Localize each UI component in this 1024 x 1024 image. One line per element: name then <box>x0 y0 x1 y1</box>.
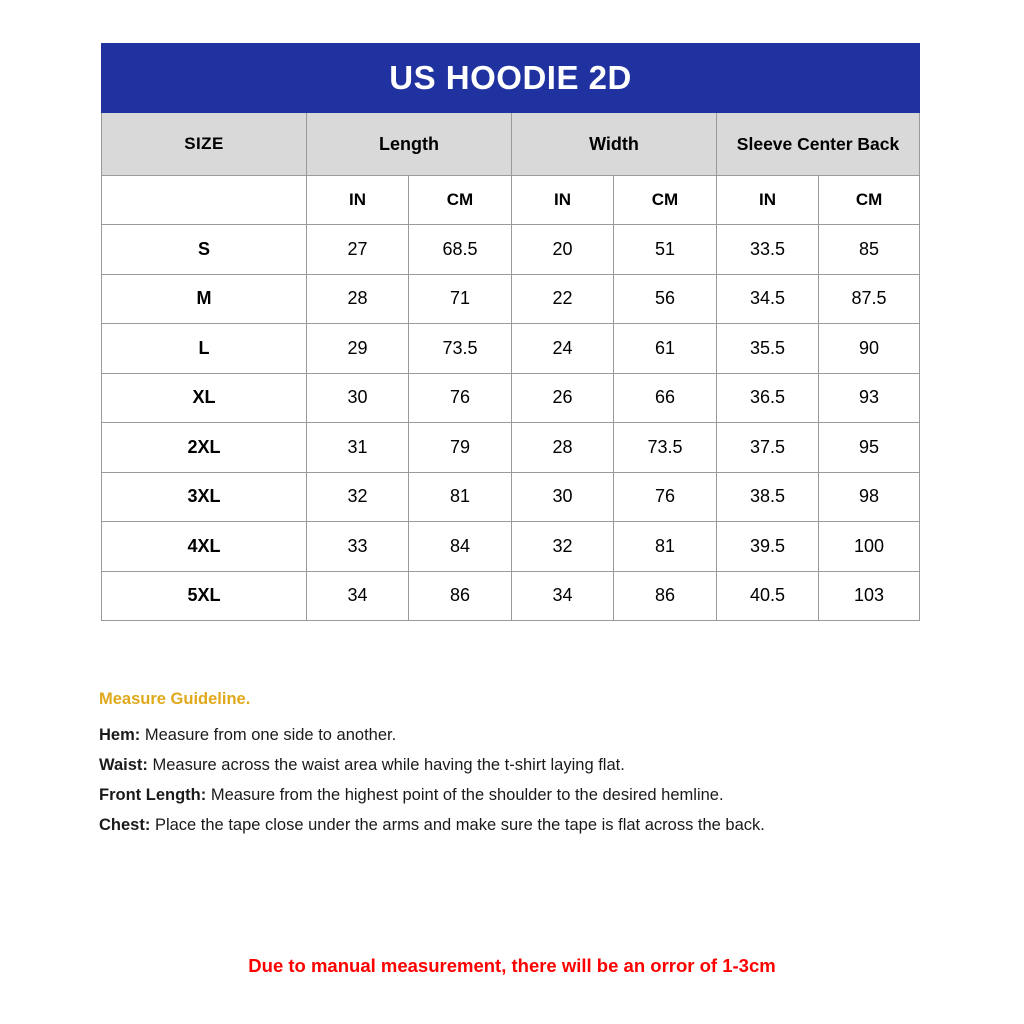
cell-sleeve-cm: 90 <box>819 324 920 374</box>
cell-length-cm: 79 <box>409 423 512 473</box>
header-size: SIZE <box>102 113 307 176</box>
cell-length-in: 27 <box>307 225 409 275</box>
cell-width-in: 32 <box>512 522 614 572</box>
guideline-label-waist: Waist <box>99 756 143 774</box>
row-size-label: M <box>102 274 307 324</box>
guideline-text-chest: Place the tape close under the arms and make sure the tape is flat across the back. <box>154 816 765 834</box>
table-row <box>102 423 920 473</box>
guideline-label-hem: Hem <box>99 726 135 744</box>
cell-sleeve-in: 38.5 <box>717 472 819 522</box>
guideline-item-waist <box>99 750 979 780</box>
measurement-disclaimer: Due to manual measurement, there will be an orror of 1-3cm <box>248 955 776 976</box>
cell-length-cm: 81 <box>409 472 512 522</box>
cell-length-cm: 84 <box>409 522 512 572</box>
cell-sleeve-cm: 85 <box>819 225 920 275</box>
guideline-sep-waist: : <box>142 756 153 774</box>
cell-length-in: 33 <box>307 522 409 572</box>
cell-length-in: 28 <box>307 274 409 324</box>
cell-width-in: 24 <box>512 324 614 374</box>
header-unit-blank <box>102 176 307 225</box>
table-row <box>102 571 920 621</box>
header-length: Length <box>307 113 512 176</box>
cell-sleeve-cm: 98 <box>819 472 920 522</box>
header-width-cm: CM <box>614 176 717 225</box>
cell-sleeve-in: 40.5 <box>717 571 819 621</box>
cell-width-cm: 66 <box>614 373 717 423</box>
cell-length-in: 32 <box>307 472 409 522</box>
guideline-item-hem <box>99 720 979 750</box>
row-size-label: 2XL <box>102 423 307 473</box>
cell-width-in: 34 <box>512 571 614 621</box>
row-size-label: 4XL <box>102 522 307 572</box>
table-row <box>102 472 920 522</box>
row-size-label: XL <box>102 373 307 423</box>
cell-width-in: 30 <box>512 472 614 522</box>
cell-sleeve-cm: 93 <box>819 373 920 423</box>
cell-length-in: 30 <box>307 373 409 423</box>
cell-width-cm: 73.5 <box>614 423 717 473</box>
header-width-in: IN <box>512 176 614 225</box>
guideline-text-waist: Measure across the waist area while having the t-shirt laying flat. <box>152 756 625 774</box>
table-unit-header-row <box>102 176 920 225</box>
row-size-label: 5XL <box>102 571 307 621</box>
table-row <box>102 225 920 275</box>
cell-length-cm: 86 <box>409 571 512 621</box>
cell-width-cm: 61 <box>614 324 717 374</box>
guideline-text-hem: Measure from one side to another. <box>144 726 397 744</box>
table-row <box>102 324 920 374</box>
cell-sleeve-in: 39.5 <box>717 522 819 572</box>
table-row <box>102 522 920 572</box>
cell-sleeve-in: 33.5 <box>717 225 819 275</box>
header-width: Width <box>512 113 717 176</box>
table-row <box>102 373 920 423</box>
header-sleeve-cm: CM <box>819 176 920 225</box>
cell-length-cm: 68.5 <box>409 225 512 275</box>
table-title-row <box>102 44 920 113</box>
guideline-text-front-length: Measure from the highest point of the shoulder to the desired hemline. <box>210 786 724 804</box>
cell-sleeve-cm: 103 <box>819 571 920 621</box>
cell-sleeve-cm: 100 <box>819 522 920 572</box>
measure-guideline-heading: Measure Guideline. <box>99 690 251 708</box>
cell-width-in: 26 <box>512 373 614 423</box>
size-chart-table <box>101 43 920 621</box>
cell-sleeve-cm: 95 <box>819 423 920 473</box>
header-length-in: IN <box>307 176 409 225</box>
cell-width-in: 20 <box>512 225 614 275</box>
cell-sleeve-in: 36.5 <box>717 373 819 423</box>
header-length-cm: CM <box>409 176 512 225</box>
guideline-label-front-length: Front Length <box>99 786 201 804</box>
cell-sleeve-in: 35.5 <box>717 324 819 374</box>
cell-sleeve-in: 37.5 <box>717 423 819 473</box>
cell-length-in: 29 <box>307 324 409 374</box>
table-row <box>102 274 920 324</box>
row-size-label: 3XL <box>102 472 307 522</box>
cell-width-cm: 86 <box>614 571 717 621</box>
cell-width-in: 28 <box>512 423 614 473</box>
measure-guideline-block <box>99 690 979 840</box>
cell-width-cm: 76 <box>614 472 717 522</box>
guideline-item-front-length <box>99 780 979 810</box>
guideline-sep-chest: : <box>144 816 155 834</box>
cell-width-in: 22 <box>512 274 614 324</box>
header-sleeve-center-back: Sleeve Center Back <box>717 113 920 176</box>
table-title: US HOODIE 2D <box>389 59 632 96</box>
cell-length-cm: 73.5 <box>409 324 512 374</box>
cell-length-cm: 76 <box>409 373 512 423</box>
guideline-sep-hem: : <box>134 726 145 744</box>
cell-width-cm: 81 <box>614 522 717 572</box>
guideline-item-chest <box>99 810 979 840</box>
guideline-label-chest: Chest <box>99 816 145 834</box>
header-sleeve-in: IN <box>717 176 819 225</box>
cell-width-cm: 56 <box>614 274 717 324</box>
row-size-label: L <box>102 324 307 374</box>
cell-length-in: 31 <box>307 423 409 473</box>
cell-length-in: 34 <box>307 571 409 621</box>
guideline-sep-front-length: : <box>200 786 211 804</box>
table-title-cell <box>102 44 920 113</box>
row-size-label: S <box>102 225 307 275</box>
cell-length-cm: 71 <box>409 274 512 324</box>
cell-sleeve-cm: 87.5 <box>819 274 920 324</box>
cell-sleeve-in: 34.5 <box>717 274 819 324</box>
table-group-header-row <box>102 113 920 176</box>
cell-width-cm: 51 <box>614 225 717 275</box>
